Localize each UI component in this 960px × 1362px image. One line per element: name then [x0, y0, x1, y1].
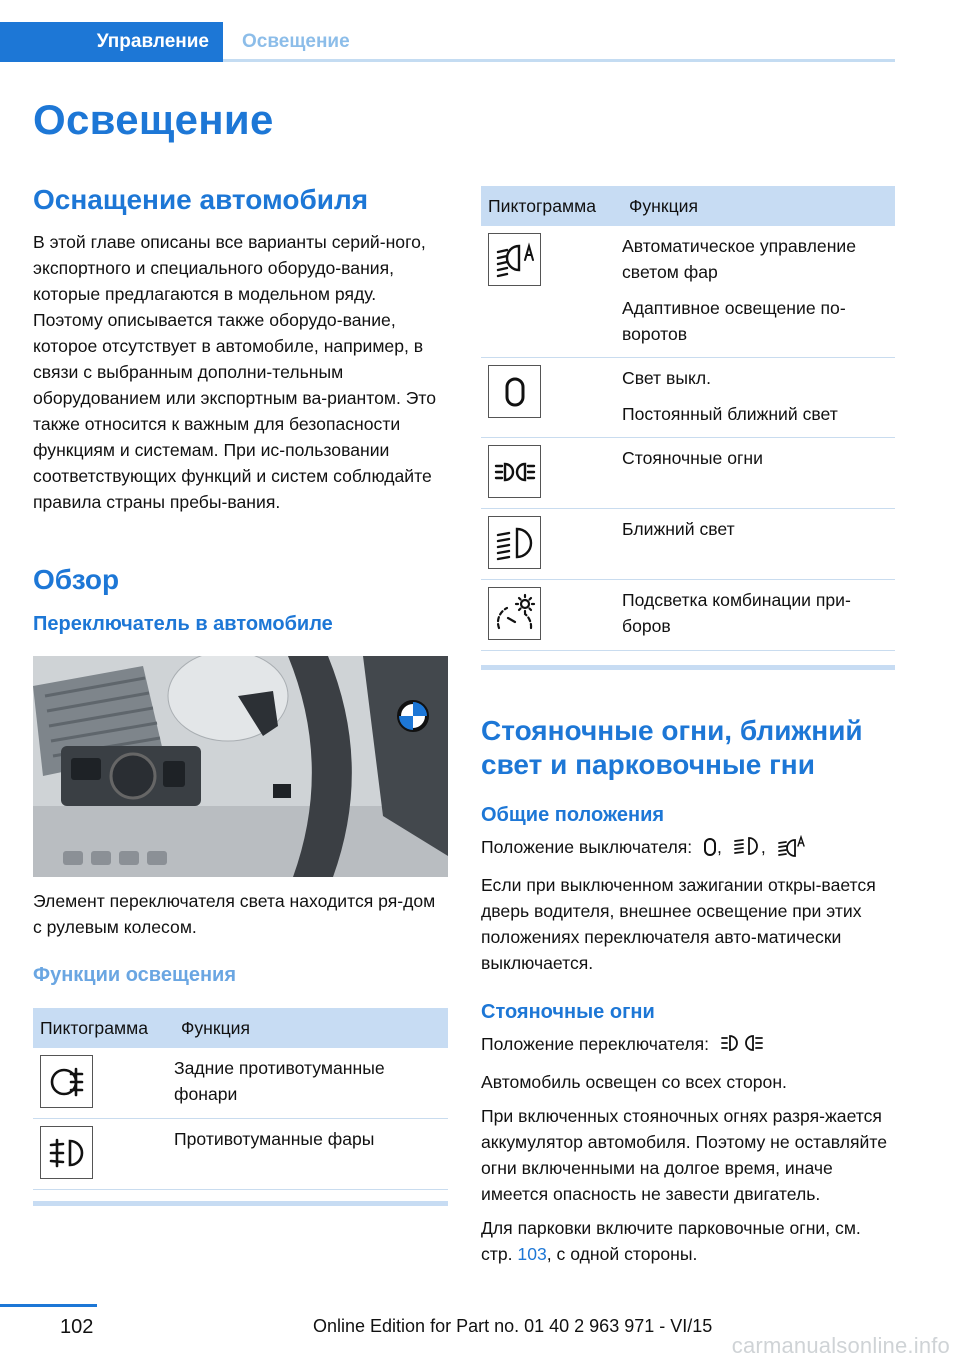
lighting-functions-table-left — [33, 1008, 448, 1190]
tab-lighting[interactable]: Освещение — [242, 31, 350, 52]
function-text: Ближний свет — [622, 519, 735, 539]
lights-off-zero-icon — [703, 837, 717, 864]
col-header-pictogram: Пиктограмма — [33, 1008, 174, 1048]
function-text: Стояночные огни — [622, 448, 763, 468]
function-text: Адаптивное освещение по-воротов — [622, 298, 846, 344]
function-text: Автоматическое управление светом фар — [622, 236, 857, 282]
function-text: Противотуманные фары — [174, 1129, 375, 1149]
col-header-function: Функция — [174, 1008, 448, 1048]
table-row — [481, 226, 895, 358]
functions-heading: Функции освещения — [33, 964, 236, 986]
parking-switch-label: Положение переключателя: — [481, 1034, 710, 1054]
low-beam-icon — [488, 516, 541, 569]
left-column — [33, 183, 448, 1206]
general-positions-text: Если при выключенном зажигании откры-вается дверь водителя, внешнее освещение при этих положениях переключателя авто-матически выключается. — [481, 875, 876, 973]
rear-fog-light-icon — [40, 1055, 93, 1108]
equipment-heading: Оснащение автомобиля — [33, 184, 369, 215]
table-end-bar — [33, 1201, 448, 1206]
dashboard-light-switch-photo — [33, 656, 448, 877]
switch-subheading: Переключатель в автомобиле — [33, 613, 333, 635]
function-text: Задние противотуманные фонари — [174, 1058, 385, 1104]
page-reference-link[interactable]: 103 — [517, 1244, 547, 1264]
general-positions-heading: Общие положения — [481, 804, 665, 826]
parking-text-1: Автомобиль освещен со всех сторон. — [481, 1072, 787, 1092]
parking-text-3-start: Для парковки включите парковочные огни, см. стр. — [481, 1218, 861, 1264]
parking-lights-heading: Стояночные огни, ближний свет и парковочные гни — [481, 715, 863, 780]
function-text: Подсветка комбинации при-боров — [622, 590, 851, 636]
edition-note: Online Edition for Part no. 01 40 2 963 971 - VI/15 — [313, 1316, 713, 1336]
page-number: 102 — [60, 1316, 94, 1338]
header-tabs — [0, 22, 895, 62]
table-row — [481, 509, 895, 580]
switch-caption: Элемент переключателя света находится ря-дом с рулевым колесом. — [33, 891, 436, 937]
table-row — [481, 438, 895, 509]
right-column — [481, 186, 895, 1267]
table-row — [481, 358, 895, 438]
col-header-pictogram: Пиктограмма — [481, 186, 622, 226]
watermark: carmanualsonline.info — [731, 1333, 950, 1358]
equipment-text: В этой главе описаны все варианты серий-ного, экспортного и специального оборудо-вания, которые предлагаются в модельном ряду. Поэтому описывается также оборудо-вание, которое отсутствует в автомобиле, например, в связи с выбранным дополни-тельным оборудованием или экспортным ва-риантом. Это также относится к важным для безопасности функциям и системам. При ис-пользовании соответствующих функций и систем соблюдайте правила страны пребы-вания. — [33, 232, 437, 512]
instrument-lighting-icon — [488, 587, 541, 640]
parking-lights-subheading: Стояночные огни — [481, 1001, 655, 1023]
low-beam-icon — [733, 835, 761, 864]
overview-heading: Обзор — [33, 564, 120, 595]
footer-accent-line — [0, 1304, 97, 1307]
parking-text-3 — [481, 1215, 895, 1267]
table-row — [33, 1048, 448, 1119]
col-header-function: Функция — [622, 186, 895, 226]
general-positions-label: Положение выключателя: — [481, 837, 693, 857]
table-row — [33, 1119, 448, 1190]
function-text: Свет выкл. — [622, 368, 712, 388]
function-text: Постоянный ближний свет — [622, 404, 838, 424]
parking-switch-line — [481, 1031, 895, 1061]
parking-lights-icon — [720, 1032, 764, 1061]
parking-text-3-end: , с одной стороны. — [546, 1244, 698, 1264]
page-title: Освещение — [33, 96, 274, 143]
table-end-bar — [481, 665, 895, 670]
parking-text-2: При включенных стояночных огнях разря-жается аккумулятор автомобиля. Поэтому не оставляйте огни включенными на долгое время, иначе имеется опасность не завести двигатель. — [481, 1106, 888, 1204]
lighting-functions-table-right — [481, 186, 895, 651]
general-positions-line: Положение выключателя: , , — [481, 834, 895, 864]
table-row — [481, 580, 895, 651]
front-fog-light-icon — [40, 1126, 93, 1179]
parking-lights-icon — [488, 445, 541, 498]
auto-headlight-icon — [488, 233, 541, 286]
tab-control[interactable]: Управление — [0, 22, 223, 62]
auto-headlight-icon — [777, 835, 807, 864]
lights-off-zero-icon — [488, 365, 541, 418]
tab-underline — [223, 59, 895, 62]
